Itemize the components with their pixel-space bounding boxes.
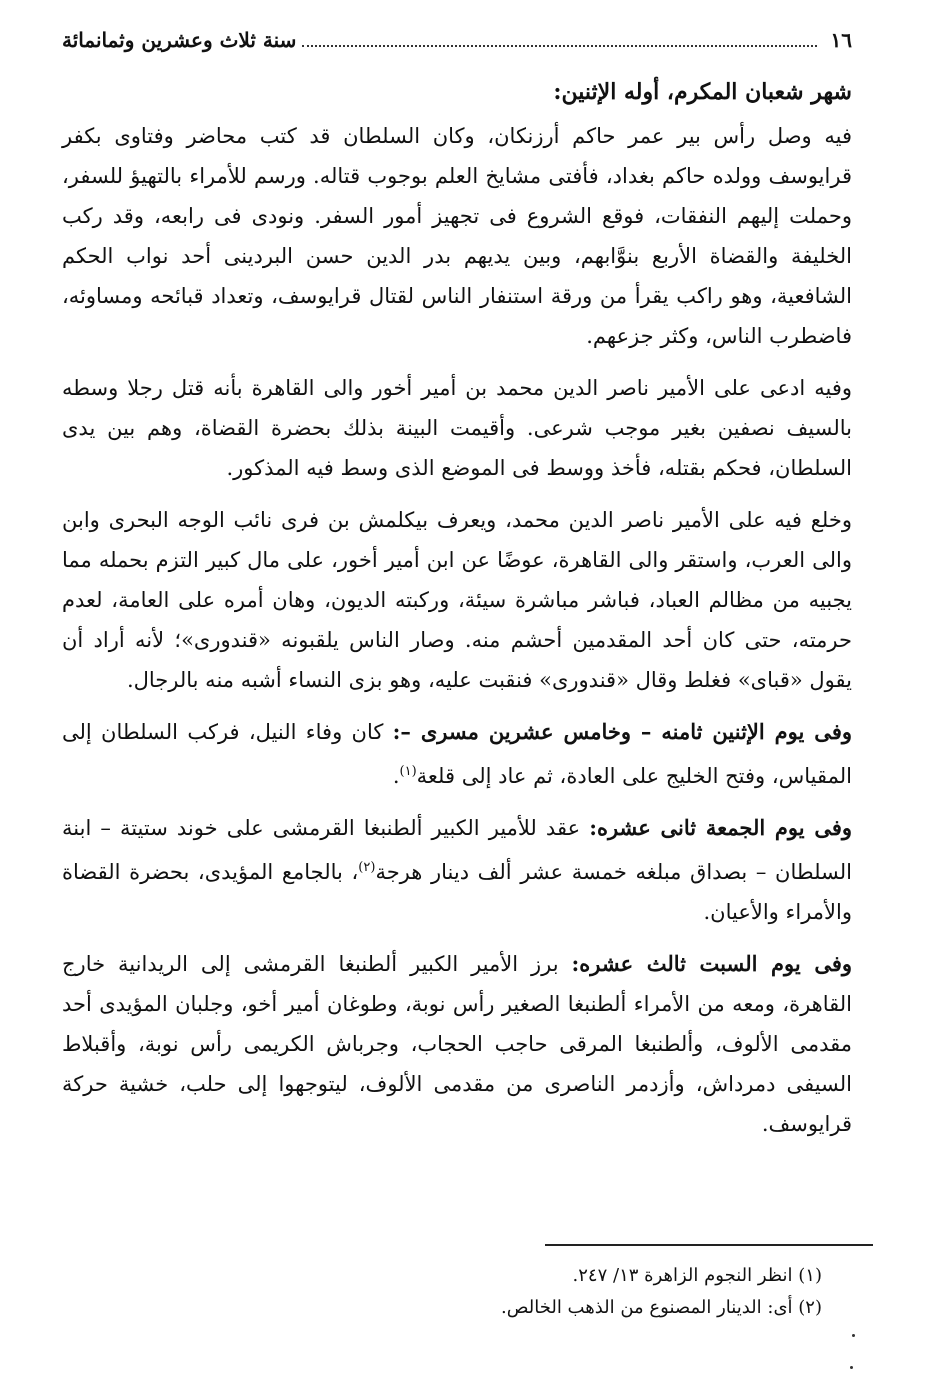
running-title: سنة ثلاث وعشرين وثمانمائة [62,28,297,52]
paragraph-5 [62,808,852,932]
paragraph-3 [62,500,852,700]
paragraph-tail: ، بالجامع المؤيدى، بحضرة القضاة والأمراء والأعيان. [62,860,852,924]
footnote-2: (٢) أى: الدينار المصنوع من الذهب الخالص. [500,1297,822,1318]
footnotes [62,1260,822,1324]
page-body [62,28,852,1156]
paragraph-text: وفيه ادعى على الأمير ناصر الدين محمد بن أمير أخور والى القاهرة بأنه قتل رجلا وسطه بالسيف نصفين بغير موجب شرعى. وأقيمت البينة بذلك بحضرة القضاة، وهم بين يدى السلطان، فحكم بقتله، فأخذ ووسط فى الموضع الذى وسط فيه المذكور. [62,376,852,480]
footnote-ref-1[interactable]: (١) [399,764,417,779]
paragraph-text: فيه وصل رأس بير عمر حاكم أرزنكان، وكان السلطان قد كتب محاضر وفتاوى بكفر قرايوسف وولده حاكم بغداد، فأفتى مشايخ العلم بوجوب قتاله. ورسم للأمراء بالتهيؤ للسفر، وحملت إليهم النفقات، فوقع الشروع فى تجهيز أمور السفر. ونودى فى رابعه، وقد ركب الخليفة والقضاة الأربع بنوَّابهم، وبين يديهم بدر الدين حسن البردينى أحد نواب الحكم الشافعية، وهو راكب يقرأ من ورقة استنفار الناس لقتال قرايوسف، وتعداد قبائحه ومساوئه، فاضطرب الناس، وكثر جزعهم. [62,124,852,348]
paragraph-text: وخلع فيه على الأمير ناصر الدين محمد، ويعرف بيكلمش بن فرى نائب الوجه البحرى وابن والى العرب، واستقر والى القاهرة، عوضًا عن ابن أمير أخور، على مال كبير التزم بحمله مما يجبيه من مظالم العباد، فباشر مباشرة سيئة، وركبته الديون، وهان أمره على العامة، لعدم حرمته، حتى كان أحد المقدمين أحشم منه. وصار الناس يلقبونه «قندورى»؛ لأنه أراد أن يقول «قباى» فغلط وقال «قندورى» فنقبت عليه، وهو بزى النساء أشبه منه بالرجال. [62,508,852,692]
paragraph-lead: وفى يوم الجمعة ثانى عشره: [589,815,853,840]
paragraph-1 [62,116,852,356]
paragraph-text: عقد للأمير الكبير ألطنبغا القرمشى على خوند ستيتة – ابنة السلطان – بصداق مبلغه خمسة عشر ألف دينار هرجة [62,816,852,884]
paragraph-text: برز الأمير الكبير ألطنبغا القرمشى إلى الريدانية خارج القاهرة، ومعه من الأمراء ألطنبغا الصغير رأس نوبة، وطوغان أمير أخو، وجلبان المؤيدى أحد مقدمى الألوف، وألطنبغا المرقى حاجب الحجاب، وجرباش الكريمى رأس نوبة، وأقبلاط السيفى دمرداش، وأزدمر الناصرى من مقدمى الألوف، ليتوجهوا إلى حلب، خشية حركة قرايوسف. [62,952,852,1136]
section-heading: شهر شعبان المكرم، أوله الإثنين: [553,79,852,105]
paragraph-text: كان وفاء النيل، فركب السلطان إلى المقياس، وفتح الخليج على العادة، ثم عاد إلى قلعة [62,720,852,788]
paragraph-4 [62,712,852,796]
paragraph-lead: وفى يوم السبت ثالث عشره: [571,951,852,976]
page-number: ١٦ [830,28,852,52]
footnote-1: (١) انظر النجوم الزاهرة ١٣/ ٢٤٧. [572,1265,822,1286]
scan-speck [850,1366,853,1369]
footnote-separator [545,1244,873,1246]
paragraph-6 [62,944,852,1144]
paragraph-tail: . [392,764,400,788]
paragraph-2 [62,368,852,488]
scan-speck [852,1334,855,1337]
footnote-ref-2[interactable]: (٢) [358,860,376,875]
page-header [62,28,852,66]
paragraph-lead: وفى يوم الإثنين ثامنه – وخامس عشرين مسرى –: [392,719,852,744]
leader-dots [302,35,816,47]
